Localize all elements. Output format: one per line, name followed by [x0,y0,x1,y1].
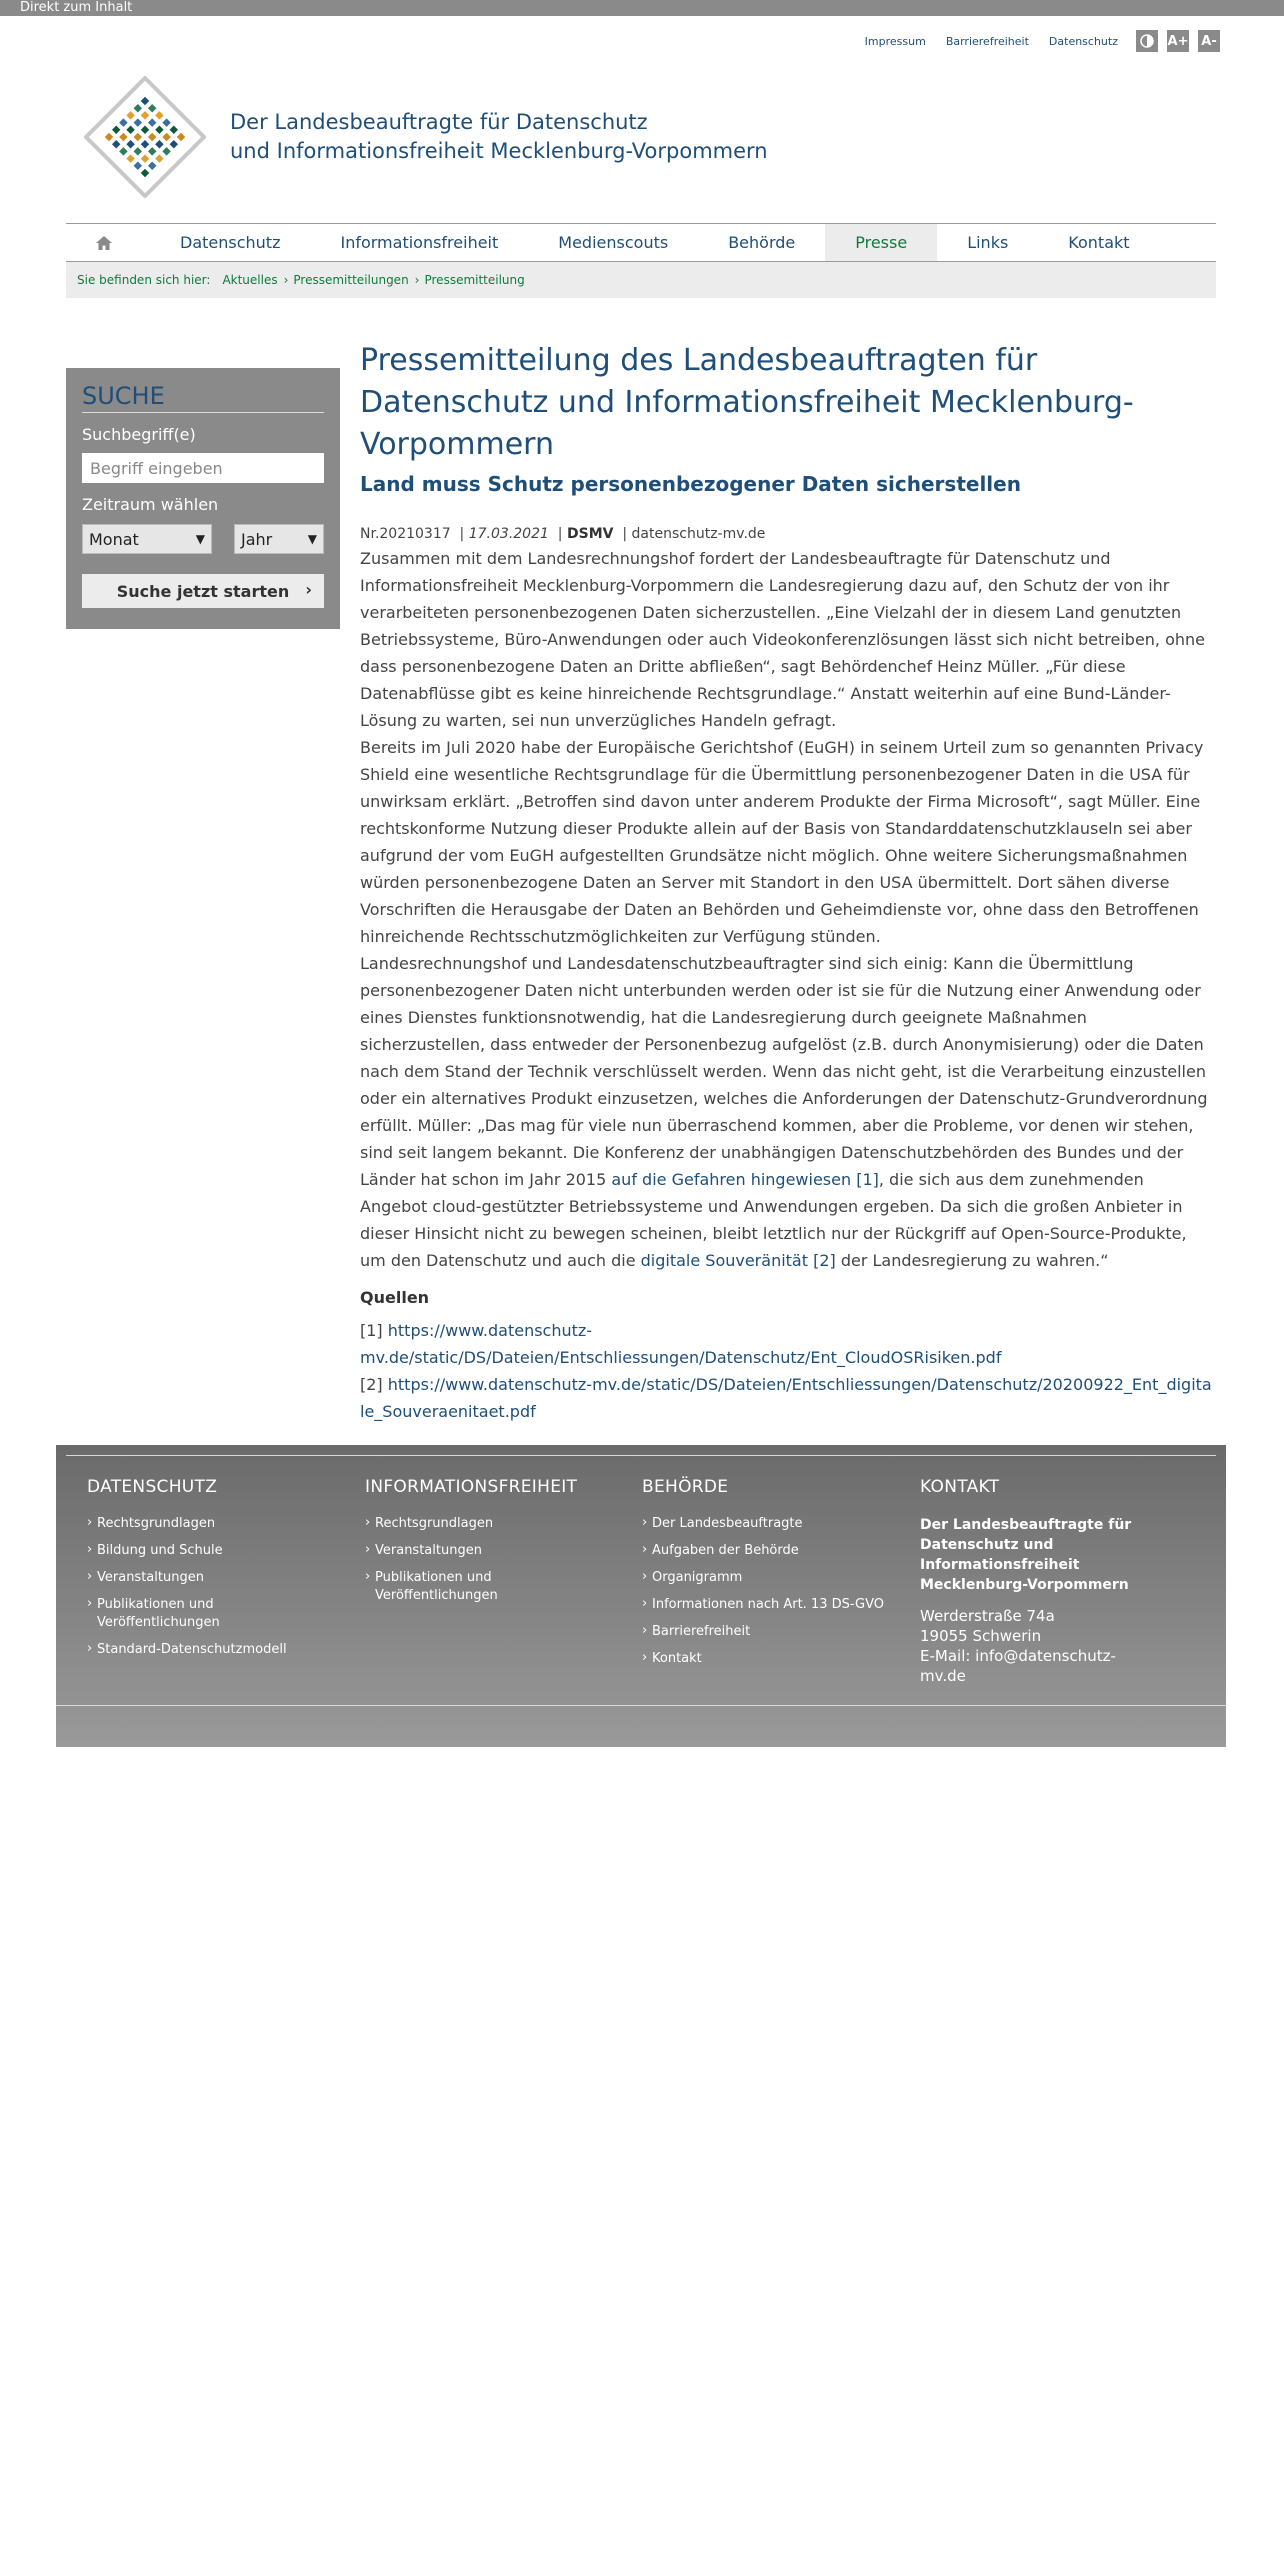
paragraph-1: Zusammen mit dem Landesrechnungshof fordert der Landesbeauftragte für Datenschutz und Informationsfreiheit Mecklenburg-Vorpommern die Landesregierung dazu auf, den Schutz der von ihr verarbeiteten personenbezogenen Daten sicherzustellen. „Eine Vielzahl der in diesem Land genutzten Betriebssysteme, Büro-Anwendungen oder auch Videokonferenzlösungen lässt sich nicht betreiben, ohne dass personenbezogene Daten an Dritte abfließen“, sagt Behördenchef Heinz Müller. „Für diese Datenabflüsse gibt es keine hinreichende Rechtsgrundlage.“ Anstatt weiterhin auf eine Bund-Länder-Lösung zu warten, sei nun unverzügliches Handeln gefragt. [360,549,1206,730]
footer-heading: DATENSCHUTZ [87,1477,218,1497]
footer-divider [56,1705,1226,1706]
year-select-value: Jahr [241,529,273,549]
paragraph-3-part-c: der Landesregierung zu wahren.“ [835,1251,1109,1270]
footer-link[interactable]: › Organigramm [642,1569,902,1587]
footer-link[interactable]: › Kontakt [642,1650,902,1668]
logo[interactable] [84,76,206,198]
search-panel [66,368,340,629]
article-subtitle: Land muss Schutz personenbezogener Daten sicherstellen [360,472,1021,496]
footer-link[interactable]: › Der Landesbeauftragte [642,1515,902,1533]
paragraph-2: Bereits im Juli 2020 habe der Europäische Gerichtshof (EuGH) in seinem Urteil zum so genannten Privacy Shield eine wesentliche Rechtsgrundlage für die Übermittlung personenbezogener Daten in die USA für unwirksam erklärt. „Betroffen sind davon unter anderem Produkte der Firma Microsoft“, sagt Müller. Eine rechtskonforme Nutzung dieser Produkte allein auf der Basis von Standarddatenschutzklauseln sei aber aufgrund der vom EuGH aufgestellten Grundsätze nicht möglich. Ohne weitere Sicherungsmaßnahmen würden personenbezogene Daten an Server mit Standort in den USA übermittelt. Dort sähen diverse Vorschriften die Herausgabe der Daten an Behörden und Geheimdienste vor, ohne dass den Betroffenen hinreichende Rechtsschutzmöglichkeiten zur Verfügung stünden. [360,738,1204,946]
footer-link[interactable]: › Aufgaben der Behörde [642,1542,902,1560]
footer-link[interactable]: › Barrierefreiheit [642,1623,902,1641]
search-term-label: Suchbegriff(e) [82,425,196,444]
footer-link[interactable]: › Bildung und Schule [87,1542,337,1560]
sources-title: Quellen [360,1288,430,1307]
contact-city: 19055 Schwerin [920,1627,1042,1645]
year-select[interactable] [234,524,324,554]
source-link-1[interactable]: https://www.datenschutz-mv.de/static/DS/Dateien/Entschliessungen/Datenschutz/Ent_CloudOSRisiken.pdf [360,1321,1002,1367]
souveraenitaet-link[interactable]: digitale Souveränität [2] [640,1251,836,1270]
skip-link[interactable]: Direkt zum Inhalt [20,0,133,15]
nav-kontakt[interactable]: Kontakt [1068,233,1130,252]
article-number: Nr.20210317 [360,526,451,542]
footer-link[interactable]: › Rechtsgrundlagen [87,1515,337,1533]
article-date: 17.03.2021 [468,526,549,542]
search-input[interactable] [82,453,324,483]
barrierefreiheit-link[interactable]: Barrierefreiheit [945,34,1029,48]
site-title[interactable] [230,108,768,166]
gefahren-link[interactable]: auf die Gefahren hingewiesen [1] [611,1170,879,1189]
nav-behoerde[interactable]: Behörde [728,233,796,252]
skip-bar [0,0,1284,16]
breadcrumb [66,262,1216,298]
main-navigation [66,223,1216,262]
footer-link[interactable]: › Publikationen und Veröffentlichungen [87,1596,247,1632]
footer-link[interactable]: › Standard-Datenschutzmodell [87,1641,337,1659]
font-larger-button[interactable]: A+ [1167,30,1189,52]
footer-link[interactable]: › Veranstaltungen [365,1542,615,1560]
article-title: Pressemitteilung des Landesbeauftragten für Datenschutz und Informationsfreiheit Mecklenburg-Vorpommern [360,343,1134,462]
datenschutz-link[interactable]: Datenschutz [1048,34,1118,48]
meta-separator: | [553,526,567,542]
breadcrumb-label: Sie befinden sich hier: [77,273,211,287]
contact-name: Der Landesbeauftragte für Datenschutz und Informationsfreiheit Mecklenburg-Vorpommern [920,1517,1132,1593]
footer-heading: INFORMATIONSFREIHEIT [365,1477,578,1497]
footer-heading: KONTAKT [920,1477,1000,1497]
meta-separator: | [617,526,632,542]
footer-link[interactable]: › Publikationen und Veröffentlichungen [365,1569,525,1605]
search-submit-button[interactable] [82,574,324,608]
footer-heading: BEHÖRDE [642,1477,729,1497]
source-item [360,1317,1216,1371]
breadcrumb-pressemitteilung[interactable]: Pressemitteilung [424,273,525,287]
site-title-line1: Der Landesbeauftragte für Datenschutz [230,110,648,134]
footer-link[interactable]: › Informationen nach Art. 13 DS-GVO [642,1596,902,1614]
footer-column-informationsfreiheit [365,1477,615,1614]
chevron-right-icon: › [414,273,420,287]
search-title: SUCHE [82,382,324,413]
service-links [845,30,1220,52]
footer-column-behoerde [642,1477,902,1677]
article-meta [360,526,1216,542]
article-source: DSMV [566,526,614,542]
footer-link[interactable]: › Veranstaltungen [87,1569,337,1587]
breadcrumb-pressemitteilungen[interactable]: Pressemitteilungen [293,273,409,287]
paragraph-3 [360,950,1216,1274]
nav-links[interactable]: Links [967,233,1009,252]
period-label: Zeitraum wählen [82,495,219,514]
paragraph-3-part-b: , die sich aus dem zunehmenden Angebot cloud-gestützter Betriebssysteme und Anwendungen ergeben. Da sich die großen Anbieter in dieser Hinsicht nicht zu bewegen scheinen, bleibt letztlich nur der Rückgriff auf Open-Source-Produkte, um den Datenschutz und auch die [360,1170,1187,1270]
chevron-down-icon: ▼ [195,532,205,546]
font-smaller-button[interactable]: A- [1198,30,1220,52]
nav-medienscouts[interactable]: Medienscouts [558,233,669,252]
chevron-right-icon: › [283,273,289,287]
site-title-line2: und Informationsfreiheit Mecklenburg-Vorpommern [230,139,768,163]
month-select[interactable] [82,524,212,554]
chevron-right-icon: › [305,580,312,599]
footer-column-datenschutz [87,1477,337,1668]
article-body [360,545,1216,1274]
meta-separator: | [455,526,469,542]
contact-email[interactable]: E-Mail: info@datenschutz-mv.de [920,1647,1116,1685]
nav-presse[interactable]: Presse [825,224,937,261]
footer-divider [66,1455,1216,1456]
nav-informationsfreiheit[interactable]: Informationsfreiheit [340,233,499,252]
article-site: datenschutz-mv.de [631,526,766,542]
source-number: [2] [360,1375,383,1394]
nav-datenschutz[interactable]: Datenschutz [180,233,281,252]
contact-street: Werderstraße 74a [920,1607,1055,1625]
source-number: [1] [360,1321,383,1340]
paragraph-3-part-a: Landesrechnungshof und Landesdatenschutzbeauftragter sind sich einig: Kann die Übermittlung personenbezogener Daten nicht unterbunden werden oder ist sie für die Nutzung einer Anwendung oder eines Dienstes funktionsnotwendig, hat die Landesregierung durch geeignete Maßnahmen sicherzustellen, dass entweder der Personenbezug aufgelöst (z.B. durch Anonymisierung) oder die Daten nach dem Stand der Technik verschlüsselt werden. Wenn das nicht geht, ist die Verarbeitung einzustellen oder ein alternatives Produkt einzusetzen, welches die Anforderungen der Datenschutz-Grundverordnung erfüllt. Müller: „Das mag für viele nun überraschend kommen, aber die Probleme, vor denen wir stehen, sind seit langem bekannt. Die Konferenz der unabhängigen Datenschutzbehörden des Bundes und der Länder hat schon im Jahr 2015 [360,954,1208,1189]
source-item [360,1371,1216,1425]
source-link-2[interactable]: https://www.datenschutz-mv.de/static/DS/Dateien/Entschliessungen/Datenschutz/20200922_Ent_digitale_Souveraenitaet.pdf [360,1375,1212,1421]
home-icon[interactable] [66,224,150,261]
sources-list [360,1317,1216,1425]
breadcrumb-aktuelles[interactable]: Aktuelles [222,273,278,287]
chevron-down-icon: ▼ [307,532,317,546]
footer [56,1445,1226,1747]
impressum-link[interactable]: Impressum [864,34,926,48]
footer-link[interactable]: › Rechtsgrundlagen [365,1515,615,1533]
month-select-value: Monat [89,529,139,549]
contrast-icon[interactable] [1136,30,1158,52]
search-button-label: Suche jetzt starten [116,581,290,601]
footer-column-kontakt [920,1477,1150,1686]
main-content [360,340,1216,1464]
